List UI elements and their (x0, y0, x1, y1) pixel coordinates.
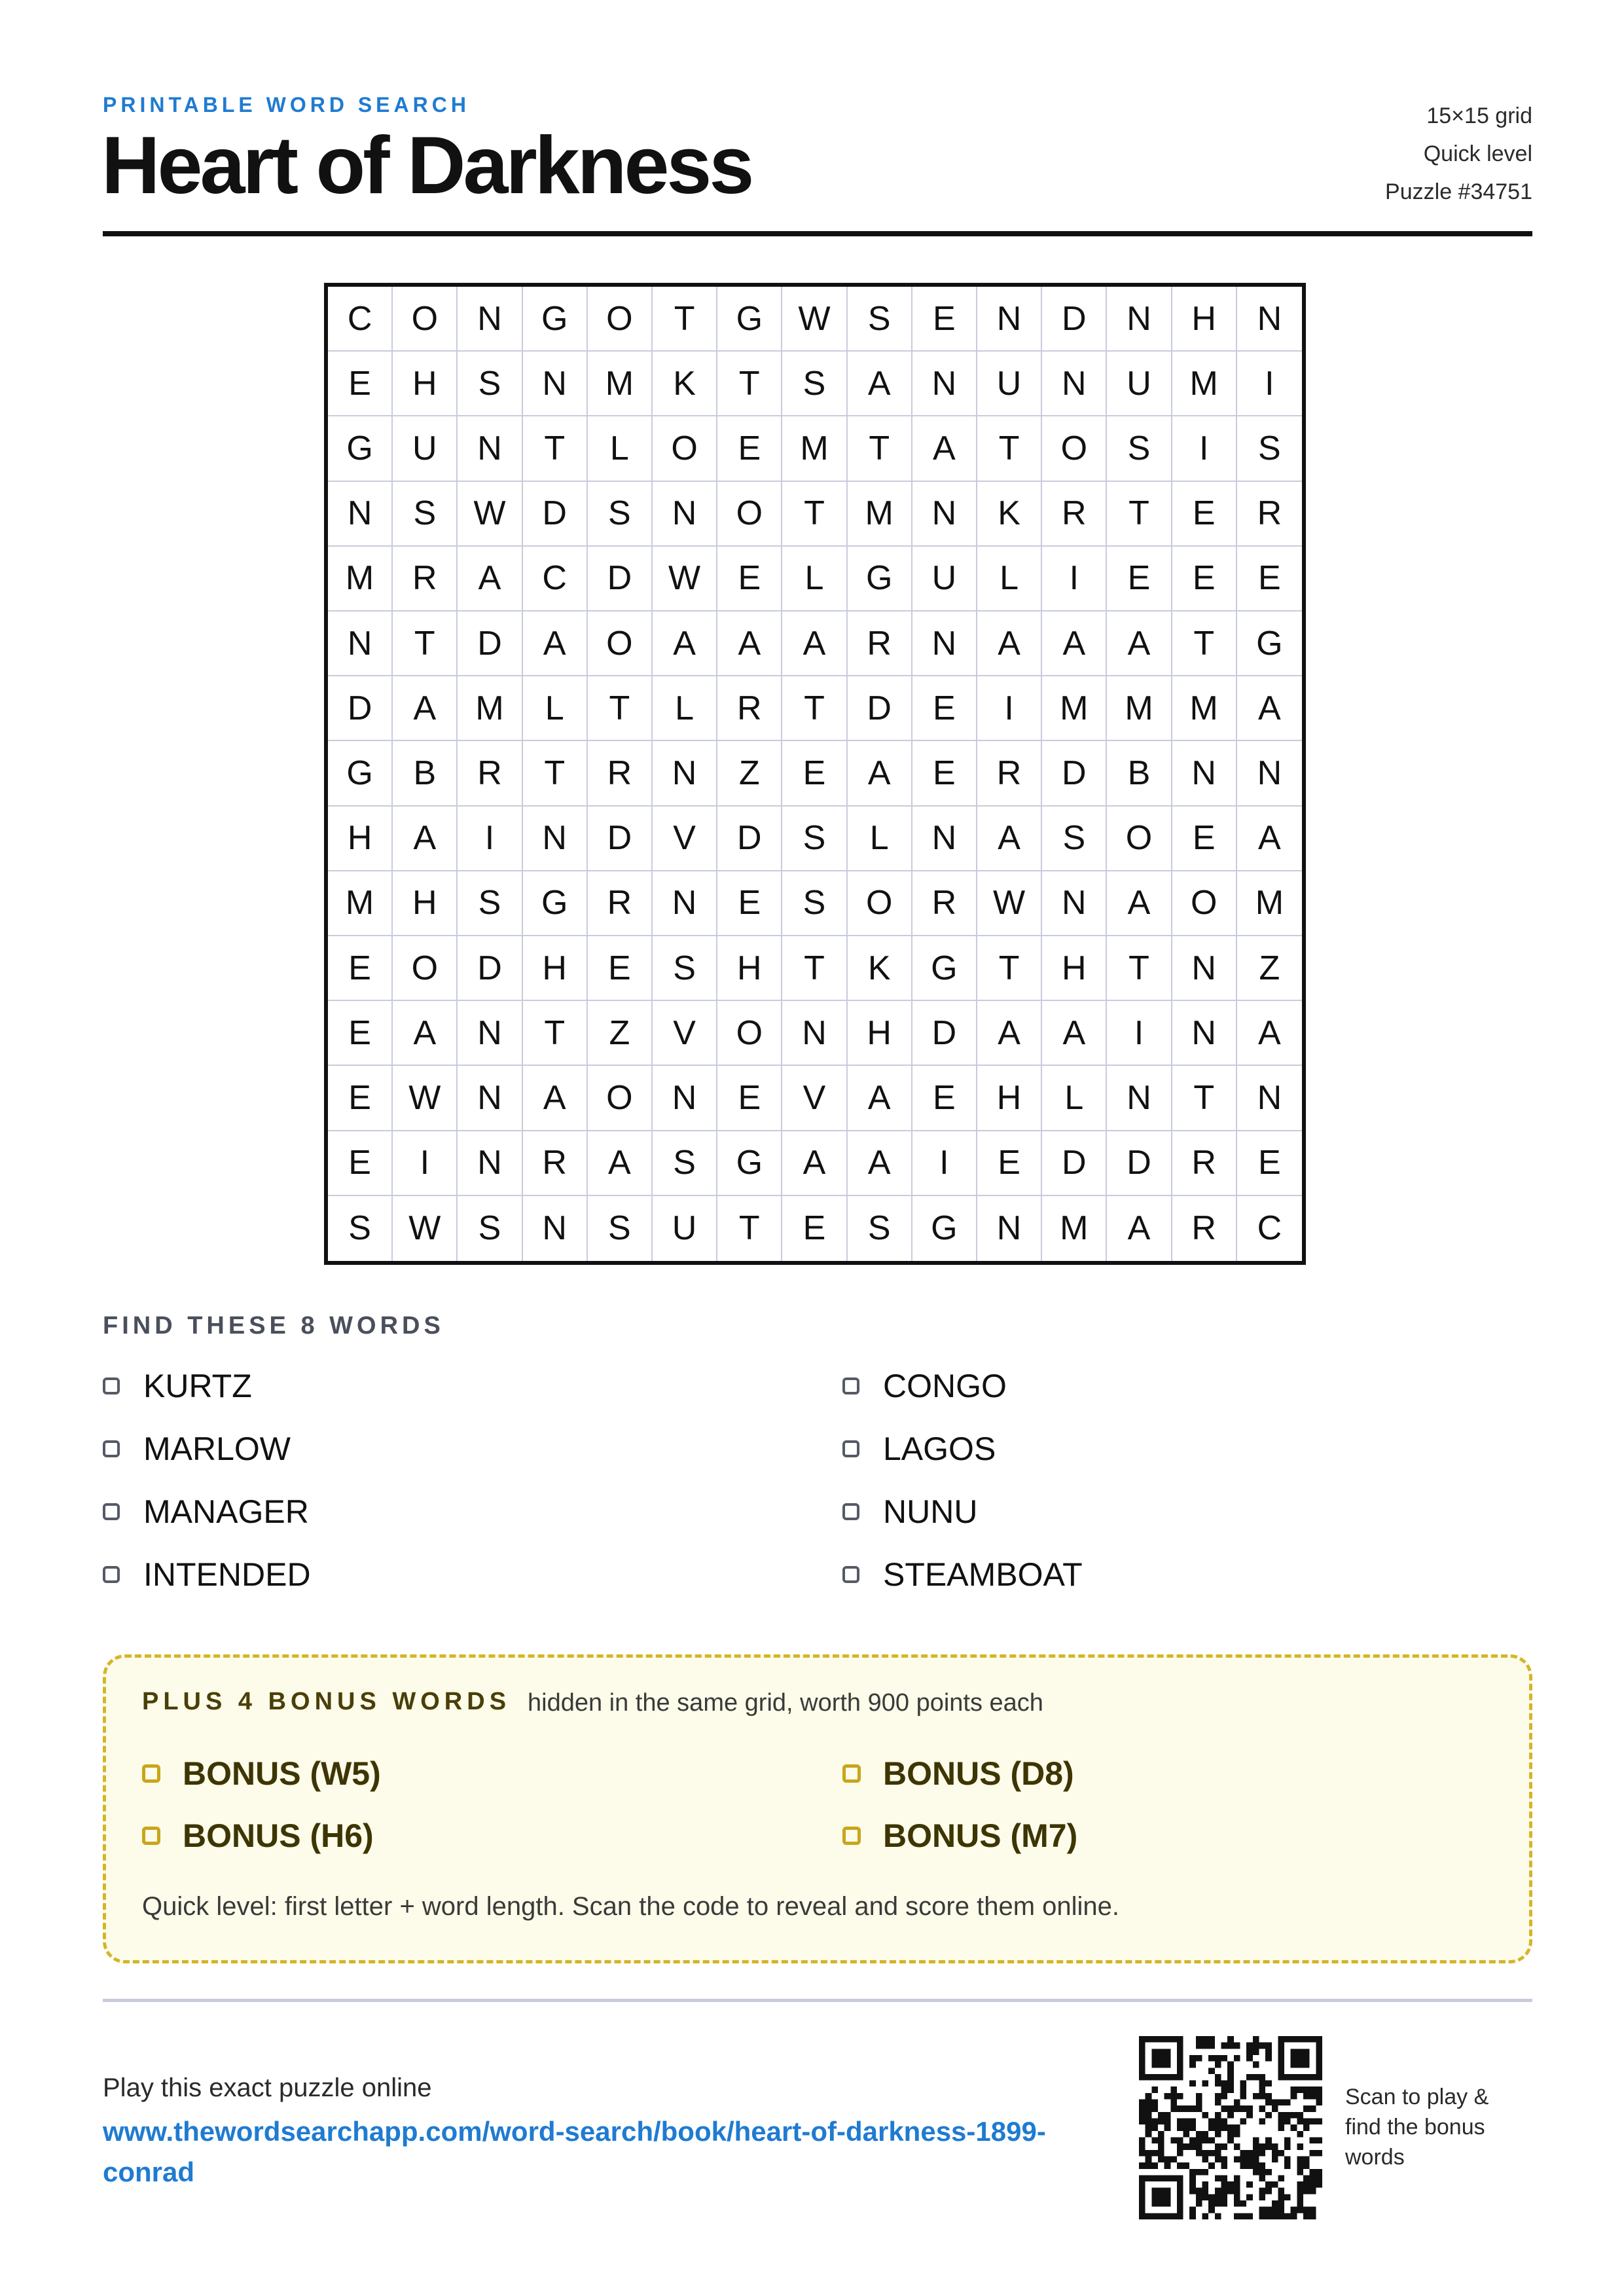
grid-cell[interactable]: R (912, 871, 977, 936)
checkbox[interactable] (842, 1503, 859, 1520)
word-label: CONGO (883, 1368, 1007, 1404)
grid-cell[interactable]: M (328, 871, 393, 936)
grid-cell[interactable]: E (1237, 547, 1302, 611)
grid-cell[interactable]: E (328, 352, 393, 416)
grid-cell[interactable]: A (912, 416, 977, 481)
grid-cell[interactable]: G (328, 416, 393, 481)
grid-cell[interactable]: E (328, 1066, 393, 1131)
grid-cell[interactable]: A (782, 1131, 847, 1196)
grid-cell[interactable]: T (1172, 611, 1237, 676)
play-online-label: Play this exact puzzle online (103, 2073, 432, 2102)
grid-cell[interactable]: T (653, 287, 717, 352)
word-item[interactable] (842, 1493, 977, 1531)
grid-cell[interactable]: N (523, 352, 588, 416)
grid-cell[interactable]: N (977, 1196, 1042, 1261)
grid-cell[interactable]: R (393, 547, 458, 611)
grid-cell[interactable]: H (848, 1001, 912, 1066)
grid-cell[interactable]: A (458, 547, 522, 611)
grid-cell[interactable]: R (588, 741, 653, 806)
grid-cell[interactable]: S (328, 1196, 393, 1261)
grid-cell[interactable]: N (1237, 287, 1302, 352)
checkbox[interactable] (103, 1503, 120, 1520)
grid-cell[interactable]: R (1042, 482, 1107, 547)
grid-cell[interactable]: H (977, 1066, 1042, 1131)
grid-cell[interactable]: G (848, 547, 912, 611)
grid-cell[interactable]: D (1042, 287, 1107, 352)
grid-cell[interactable]: C (1257, 1209, 1282, 1248)
grid-cell[interactable]: E (717, 1066, 782, 1131)
grid-cell[interactable]: M (1172, 352, 1237, 416)
grid-cell[interactable]: W (393, 1066, 458, 1131)
checkbox[interactable] (842, 1440, 859, 1457)
grid-cell[interactable]: A (393, 1001, 458, 1066)
grid-cell[interactable]: D (523, 482, 588, 547)
grid-cell[interactable]: D (848, 676, 912, 741)
grid-cell[interactable]: U (653, 1196, 717, 1261)
grid-cell[interactable]: G (717, 1131, 782, 1196)
grid-cell[interactable]: R (1172, 1196, 1237, 1261)
grid-cell[interactable]: N (1107, 287, 1172, 352)
grid-cell[interactable]: U (393, 416, 458, 481)
grid-cell[interactable]: I (1237, 352, 1302, 416)
grid-cell[interactable]: D (588, 807, 653, 871)
word-list-heading: FIND THESE 8 WORDS (103, 1312, 444, 1339)
grid-cell[interactable]: N (653, 741, 717, 806)
grid-cell[interactable]: N (458, 416, 522, 481)
grid-cell[interactable]: S (393, 482, 458, 547)
grid-cell[interactable]: A (1107, 611, 1172, 676)
grid-cell[interactable]: M (848, 482, 912, 547)
grid-cell[interactable]: N (328, 482, 393, 547)
grid-cell[interactable]: I (458, 807, 522, 871)
grid-cell[interactable]: A (848, 1131, 912, 1196)
grid-cell[interactable]: N (1042, 352, 1107, 416)
bonus-word-item[interactable] (842, 1817, 1077, 1855)
word-item[interactable] (103, 1367, 252, 1405)
grid-cell[interactable]: Z (717, 741, 782, 806)
grid-cell[interactable]: T (523, 1001, 588, 1066)
grid-cell[interactable]: E (717, 416, 782, 481)
word-label: KURTZ (143, 1368, 252, 1404)
grid-cell[interactable]: R (848, 611, 912, 676)
qr-code[interactable] (1139, 2036, 1322, 2219)
grid-size: 15×15 grid (1426, 103, 1532, 128)
grid-cell[interactable]: L (1042, 1066, 1107, 1131)
grid-cell[interactable]: S (653, 1131, 717, 1196)
puzzle-meta (1385, 97, 1532, 211)
word-label: LAGOS (883, 1430, 996, 1467)
grid-cell[interactable]: A (523, 611, 588, 676)
checkbox[interactable] (842, 1566, 859, 1583)
grid-cell[interactable]: T (1172, 1066, 1237, 1131)
grid-cell[interactable]: A (1237, 676, 1302, 741)
grid-cell[interactable]: S (458, 1196, 522, 1261)
bonus-word-label: BONUS (D8) (883, 1755, 1074, 1792)
grid-cell[interactable]: A (782, 611, 847, 676)
grid-cell[interactable]: D (588, 547, 653, 611)
grid-cell[interactable]: N (328, 611, 393, 676)
bonus-subheading: hidden in the same grid, worth 900 points each (528, 1689, 1043, 1717)
grid-cell[interactable]: T (1107, 482, 1172, 547)
grid-cell[interactable]: T (977, 416, 1042, 481)
grid-cell[interactable]: I (912, 1131, 977, 1196)
checkbox[interactable] (142, 1764, 160, 1783)
grid-cell[interactable]: S (1107, 416, 1172, 481)
grid-cell[interactable]: W (393, 1196, 458, 1261)
grid-cell[interactable]: R (717, 676, 782, 741)
grid-cell[interactable]: I (393, 1131, 458, 1196)
grid-cell[interactable]: C (523, 547, 588, 611)
grid-cell[interactable]: N (977, 287, 1042, 352)
grid-cell[interactable]: N (1172, 936, 1237, 1001)
grid-cell[interactable]: D (1107, 1131, 1172, 1196)
grid-cell[interactable]: S (1237, 416, 1302, 481)
grid-cell[interactable]: Z (588, 1001, 653, 1066)
grid-cell[interactable]: A (977, 1001, 1042, 1066)
grid-cell[interactable]: R (588, 871, 653, 936)
grid-cell[interactable]: D (458, 611, 522, 676)
grid-cell[interactable]: C (328, 287, 393, 352)
grid-cell[interactable]: S (1042, 807, 1107, 871)
grid-cell[interactable]: A (1042, 1001, 1107, 1066)
grid-cell[interactable]: G (523, 287, 588, 352)
grid-cell[interactable]: T (523, 416, 588, 481)
grid-cell[interactable]: E (977, 1131, 1042, 1196)
word-item[interactable] (842, 1367, 1007, 1405)
grid-cell[interactable]: B (1107, 741, 1172, 806)
grid-cell[interactable]: N (912, 482, 977, 547)
grid-cell[interactable]: E (1237, 1131, 1302, 1196)
grid-cell[interactable]: N (1237, 741, 1302, 806)
grid-cell[interactable]: G (912, 1196, 977, 1261)
grid-cell[interactable]: O (393, 287, 458, 352)
grid-cell[interactable]: A (848, 1066, 912, 1131)
grid-cell[interactable]: R (523, 1131, 588, 1196)
grid-cell[interactable]: T (717, 352, 782, 416)
grid-cell[interactable]: H (393, 352, 458, 416)
grid-cell[interactable]: E (912, 287, 977, 352)
grid-cell[interactable]: A (1237, 1001, 1302, 1066)
bonus-word-label: BONUS (M7) (883, 1817, 1078, 1854)
grid-cell[interactable]: K (977, 482, 1042, 547)
grid-cell[interactable]: A (848, 352, 912, 416)
grid-cell[interactable]: Z (1237, 936, 1302, 1001)
checkbox[interactable] (103, 1566, 120, 1583)
grid-cell[interactable]: L (653, 676, 717, 741)
grid-cell[interactable]: H (1042, 936, 1107, 1001)
difficulty-level: Quick level (1423, 141, 1532, 166)
grid-cell[interactable]: I (1042, 547, 1107, 611)
grid-cell[interactable]: E (912, 1066, 977, 1131)
word-item[interactable] (842, 1430, 996, 1468)
grid-cell[interactable]: M (1042, 676, 1107, 741)
grid-cell[interactable]: E (782, 741, 847, 806)
grid-cell[interactable]: E (912, 676, 977, 741)
checkbox[interactable] (103, 1377, 120, 1394)
grid-cell[interactable]: U (912, 547, 977, 611)
grid-cell[interactable]: T (782, 482, 847, 547)
word-item[interactable] (842, 1556, 1083, 1594)
grid-cell[interactable]: N (653, 1066, 717, 1131)
grid-cell[interactable]: E (328, 936, 393, 1001)
grid-cell[interactable]: E (588, 936, 653, 1001)
grid-cell[interactable]: W (458, 482, 522, 547)
grid-cell[interactable]: L (782, 547, 847, 611)
grid-cell[interactable]: D (717, 807, 782, 871)
grid-cell[interactable]: S (458, 871, 522, 936)
grid-cell[interactable]: I (977, 676, 1042, 741)
grid-cell[interactable]: A (977, 807, 1042, 871)
bonus-word-item[interactable] (142, 1755, 381, 1793)
grid-cell[interactable]: I (1172, 416, 1237, 481)
bonus-word-label: BONUS (H6) (183, 1817, 374, 1854)
grid-cell[interactable]: N (458, 287, 522, 352)
grid-cell[interactable]: A (588, 1131, 653, 1196)
grid-cell[interactable]: A (1107, 1196, 1172, 1261)
grid-cell[interactable]: E (912, 741, 977, 806)
grid-cell[interactable]: E (328, 1131, 393, 1196)
grid-cell[interactable]: E (1172, 807, 1237, 871)
grid-cell[interactable]: S (653, 936, 717, 1001)
puzzle-number: Puzzle #34751 (1385, 179, 1532, 204)
word-label: MANAGER (143, 1493, 309, 1530)
grid-cell[interactable]: H (328, 807, 393, 871)
grid-cell[interactable]: G (1237, 611, 1302, 676)
qr-caption: Scan to play & find the bonus words (1345, 2085, 1489, 2170)
grid-cell[interactable]: N (458, 1001, 522, 1066)
grid-cell[interactable]: K (653, 352, 717, 416)
page-title: Heart of Darkness (101, 120, 752, 211)
bonus-heading: PLUS 4 BONUS WORDS (142, 1688, 511, 1715)
grid-cell[interactable]: R (1237, 482, 1302, 547)
grid-cell[interactable]: N (912, 807, 977, 871)
word-label: INTENDED (143, 1556, 311, 1593)
word-item[interactable] (103, 1493, 309, 1531)
grid-cell[interactable]: N (782, 1001, 847, 1066)
grid-cell[interactable]: S (782, 871, 847, 936)
grid-cell[interactable]: O (717, 1001, 782, 1066)
grid-cell[interactable]: W (653, 547, 717, 611)
grid-cell[interactable]: R (458, 741, 522, 806)
grid-cell[interactable]: S (588, 1196, 653, 1261)
word-item[interactable] (103, 1430, 291, 1468)
grid-cell[interactable]: M (1237, 871, 1302, 936)
bonus-word-label: BONUS (W5) (183, 1755, 381, 1792)
grid-cell[interactable]: T (977, 936, 1042, 1001)
grid-cell[interactable]: S (848, 1196, 912, 1261)
checkbox[interactable] (842, 1377, 859, 1394)
grid-cell[interactable]: H (393, 871, 458, 936)
grid-cell[interactable]: M (1172, 676, 1237, 741)
grid-cell[interactable]: M (458, 676, 522, 741)
grid-cell[interactable]: A (717, 611, 782, 676)
word-search-grid[interactable] (324, 283, 1306, 1265)
grid-cell[interactable]: L (977, 547, 1042, 611)
grid-cell[interactable]: W (977, 871, 1042, 936)
grid-cell[interactable]: D (1042, 1131, 1107, 1196)
bonus-note: Quick level: first letter + word length. Scan the code to reveal and score them online. (142, 1892, 1120, 1921)
grid-cell[interactable]: E (328, 1001, 393, 1066)
grid-cell[interactable]: M (782, 416, 847, 481)
grid-cell[interactable]: A (1042, 611, 1107, 676)
grid-cell[interactable]: V (653, 1001, 717, 1066)
grid-cell[interactable]: N (912, 352, 977, 416)
footer-divider (103, 1999, 1532, 2002)
grid-cell[interactable]: S (458, 352, 522, 416)
grid-cell[interactable]: D (1042, 741, 1107, 806)
grid-cell[interactable]: T (393, 611, 458, 676)
grid-cell[interactable]: H (1172, 287, 1237, 352)
grid-cell[interactable]: O (588, 1066, 653, 1131)
header-divider (103, 231, 1532, 236)
bonus-word-item[interactable] (142, 1817, 374, 1855)
grid-cell[interactable]: T (523, 741, 588, 806)
grid-cell[interactable]: N (653, 482, 717, 547)
grid-cell[interactable]: T (717, 1196, 782, 1261)
grid-cell[interactable]: O (653, 416, 717, 481)
grid-cell[interactable]: O (717, 482, 782, 547)
grid-cell[interactable]: U (1107, 352, 1172, 416)
grid-cell[interactable]: A (1237, 807, 1302, 871)
grid-cell[interactable]: N (523, 807, 588, 871)
grid-cell[interactable]: T (782, 936, 847, 1001)
grid-cell[interactable]: O (588, 287, 653, 352)
grid-cell[interactable]: E (782, 1196, 847, 1261)
grid-cell[interactable]: U (977, 352, 1042, 416)
grid-cell[interactable]: L (848, 807, 912, 871)
grid-cell[interactable]: O (393, 936, 458, 1001)
grid-cell[interactable]: N (1042, 871, 1107, 936)
grid-cell[interactable]: E (717, 547, 782, 611)
grid-cell[interactable]: G (912, 936, 977, 1001)
checkbox[interactable] (142, 1827, 160, 1845)
grid-cell[interactable]: A (393, 807, 458, 871)
grid-cell[interactable]: M (1107, 676, 1172, 741)
grid-cell[interactable]: E (1107, 547, 1172, 611)
checkbox[interactable] (103, 1440, 120, 1457)
puzzle-link[interactable]: www.thewordsearchapp.com/word-search/book/heart-of-darkness-1899-conrad (103, 2116, 1046, 2187)
word-label: MARLOW (143, 1430, 291, 1467)
grid-cell[interactable]: A (848, 741, 912, 806)
word-label: STEAMBOAT (883, 1556, 1083, 1593)
grid-cell[interactable]: B (393, 741, 458, 806)
grid-cell[interactable]: I (1107, 1001, 1172, 1066)
grid-cell[interactable]: E (1172, 482, 1237, 547)
grid-cell[interactable]: S (588, 482, 653, 547)
grid-cell[interactable]: A (523, 1066, 588, 1131)
grid-cell[interactable]: S (848, 287, 912, 352)
grid-cell[interactable]: O (1172, 871, 1237, 936)
word-item[interactable] (103, 1556, 311, 1594)
grid-cell[interactable]: O (1107, 807, 1172, 871)
grid-cell[interactable]: G (523, 871, 588, 936)
grid-cell[interactable]: T (1107, 936, 1172, 1001)
grid-cell[interactable]: N (653, 871, 717, 936)
grid-cell[interactable]: T (848, 416, 912, 481)
grid-cell[interactable]: A (393, 676, 458, 741)
grid-cell[interactable]: E (717, 871, 782, 936)
checkbox[interactable] (842, 1827, 861, 1845)
grid-cell[interactable]: K (848, 936, 912, 1001)
grid-cell[interactable]: N (1237, 1066, 1302, 1131)
grid-cell[interactable]: G (717, 287, 782, 352)
grid-cell[interactable]: A (1107, 871, 1172, 936)
grid-cell[interactable]: W (782, 287, 847, 352)
grid-cell[interactable]: D (458, 936, 522, 1001)
grid-cell[interactable]: G (328, 741, 393, 806)
grid-cell[interactable]: N (458, 1066, 522, 1131)
grid-cell[interactable]: R (1172, 1131, 1237, 1196)
grid-cell[interactable]: O (588, 611, 653, 676)
grid-cell[interactable]: E (1172, 547, 1237, 611)
grid-cell[interactable]: S (782, 352, 847, 416)
checkbox[interactable] (842, 1764, 861, 1783)
grid-cell[interactable]: D (328, 676, 393, 741)
grid-cell[interactable]: O (848, 871, 912, 936)
grid-cell[interactable]: N (1172, 1001, 1237, 1066)
grid-cell[interactable]: A (977, 611, 1042, 676)
grid-cell[interactable]: O (1042, 416, 1107, 481)
grid-cell[interactable]: D (912, 1001, 977, 1066)
bonus-word-item[interactable] (842, 1755, 1074, 1793)
grid-cell[interactable]: N (458, 1131, 522, 1196)
grid-cell[interactable]: R (977, 741, 1042, 806)
grid-cell[interactable]: S (782, 807, 847, 871)
grid-cell[interactable]: M (588, 352, 653, 416)
kicker: PRINTABLE WORD SEARCH (103, 93, 470, 117)
grid-cell[interactable]: H (717, 936, 782, 1001)
grid-cell[interactable]: V (782, 1066, 847, 1131)
grid-cell[interactable]: H (523, 936, 588, 1001)
grid-cell[interactable]: T (782, 676, 847, 741)
grid-cell[interactable]: N (523, 1196, 588, 1261)
grid-cell[interactable]: V (653, 807, 717, 871)
grid-cell[interactable]: L (588, 416, 653, 481)
grid-cell[interactable]: N (912, 611, 977, 676)
grid-cell[interactable]: M (1042, 1196, 1107, 1261)
grid-cell[interactable]: L (523, 676, 588, 741)
word-label: NUNU (883, 1493, 978, 1530)
grid-cell[interactable]: T (588, 676, 653, 741)
grid-cell[interactable]: M (328, 547, 393, 611)
grid-cell[interactable]: N (1107, 1066, 1172, 1131)
grid-cell[interactable]: N (1172, 741, 1237, 806)
grid-cell[interactable]: A (653, 611, 717, 676)
